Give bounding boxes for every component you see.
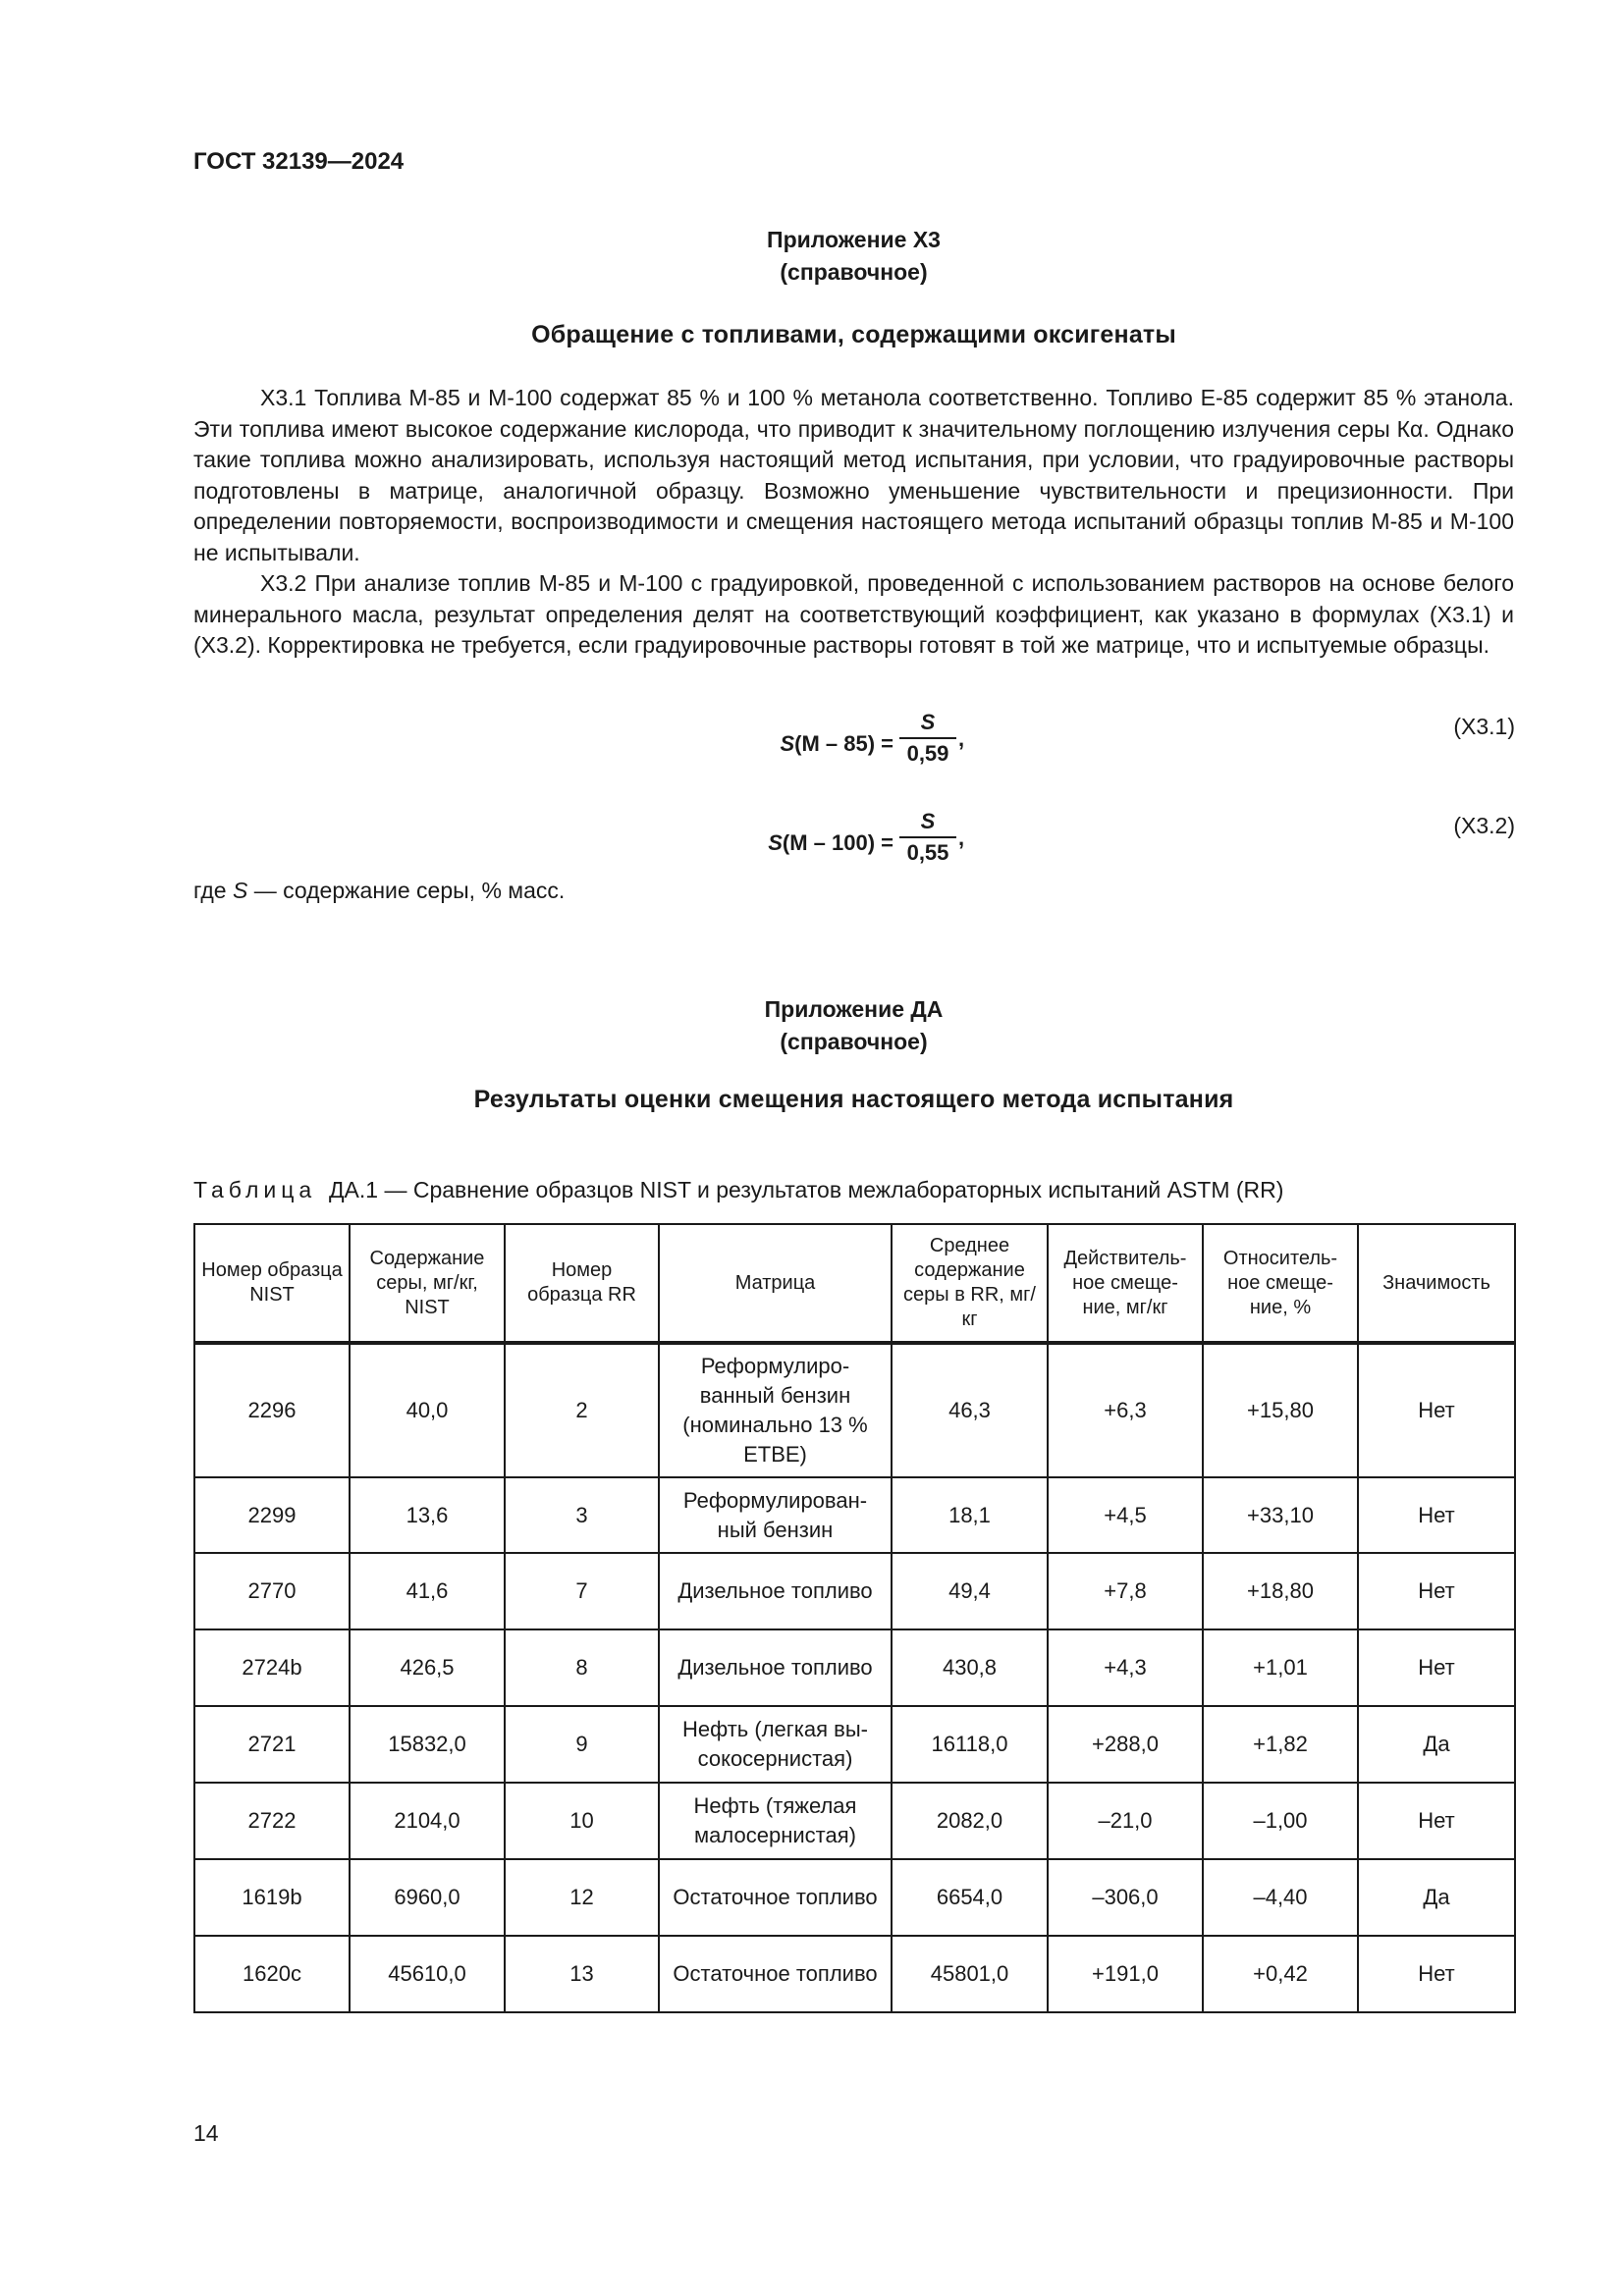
appendix-x3-type: (справочное)	[780, 259, 928, 285]
formula-x3-1-var: S	[780, 731, 795, 756]
cell-rr-sample: 3	[505, 1477, 659, 1553]
comparison-table	[193, 1223, 1516, 2013]
cell-significance: Нет	[1358, 1783, 1515, 1859]
fraction-denominator: 0,55	[906, 840, 949, 865]
cell-relative-bias: –1,00	[1203, 1783, 1358, 1859]
cell-relative-bias: +1,82	[1203, 1706, 1358, 1783]
formula-x3-1-lhs	[780, 731, 893, 757]
table-body	[194, 1344, 1515, 2012]
col-header-significance: Значимость	[1358, 1224, 1515, 1342]
cell-mean-sulfur-rr: 49,4	[892, 1553, 1048, 1629]
formula-x3-2-tail: ,	[958, 826, 965, 850]
table-caption-text: ДА.1 — Сравнение образцов NIST и результатов межлабораторных испытаний ASTM (RR)	[328, 1177, 1284, 1202]
col-header-relative-bias: Относитель-ное смеще-ние, %	[1203, 1224, 1358, 1342]
cell-nist-sample: 2770	[194, 1553, 350, 1629]
cell-nist-sample: 1619b	[194, 1859, 350, 1936]
cell-relative-bias: +18,80	[1203, 1553, 1358, 1629]
cell-mean-sulfur-rr: 6654,0	[892, 1859, 1048, 1936]
cell-actual-bias: –306,0	[1048, 1859, 1203, 1936]
cell-significance: Нет	[1358, 1629, 1515, 1706]
cell-actual-bias: +191,0	[1048, 1936, 1203, 2012]
cell-nist-sample: 2722	[194, 1783, 350, 1859]
formula-x3-1-lhs-text: (М – 85) =	[794, 731, 893, 756]
cell-relative-bias: –4,40	[1203, 1859, 1358, 1936]
formula-x3-1-tail: ,	[958, 726, 965, 751]
formula-x3-2-lhs	[768, 830, 893, 856]
table-row	[194, 1629, 1515, 1706]
where-prefix: где	[193, 878, 227, 903]
cell-significance: Да	[1358, 1859, 1515, 1936]
table-row	[194, 1783, 1515, 1859]
table-row	[194, 1477, 1515, 1553]
formula-x3-2-lhs-text: (М – 100) =	[782, 830, 893, 855]
paragraph-x3-1: Х3.1 Топлива М-85 и М-100 содержат 85 % и 100 % метанола соответственно. Топливо Е-85 содержит 85 % этанола. Эти топлива имеют высокое содержание кислорода, что приводит к значительному поглощению излучения серы Кα. Однако такие топлива можно анализировать, используя настоящий метод испытания, при условии, что градуировочные растворы подготовлены в матрице, аналогичной образцу. Возможно уменьшение чувствительности и прецизионности. При определении повторяемости, воспроизводимости и смещения настоящего метода испытаний образцы топлив М-85 и М-100 не испытывали.	[193, 385, 1514, 565]
cell-actual-bias: +7,8	[1048, 1553, 1203, 1629]
fraction-bar	[899, 836, 956, 838]
cell-rr-sample: 12	[505, 1859, 659, 1936]
col-header-mean-sulfur-rr: Среднее содержание серы в RR, мг/кг	[892, 1224, 1048, 1342]
formula-x3-1-fraction	[899, 710, 956, 767]
appendix-da-title: Приложение ДА	[764, 996, 944, 1022]
cell-nist-sample: 2724b	[194, 1629, 350, 1706]
cell-actual-bias: +4,5	[1048, 1477, 1203, 1553]
where-variable: S	[232, 878, 248, 903]
table-caption-word: Таблица	[193, 1177, 317, 1202]
fraction-bar	[899, 737, 956, 739]
cell-relative-bias: +15,80	[1203, 1344, 1358, 1477]
cell-nist-sample: 2721	[194, 1706, 350, 1783]
cell-mean-sulfur-rr: 46,3	[892, 1344, 1048, 1477]
cell-nist-sample: 2296	[194, 1344, 350, 1477]
cell-nist-sample: 1620c	[194, 1936, 350, 2012]
table-row	[194, 1344, 1515, 1477]
cell-significance: Нет	[1358, 1477, 1515, 1553]
cell-significance: Нет	[1358, 1936, 1515, 2012]
cell-sulfur-nist: 40,0	[350, 1344, 505, 1477]
formula-x3-2-number: (Х3.2)	[1453, 813, 1515, 838]
appendix-x3-heading: Обращение с топливами, содержащими оксигенаты	[531, 321, 1176, 348]
table-row	[194, 1553, 1515, 1629]
cell-sulfur-nist: 15832,0	[350, 1706, 505, 1783]
cell-rr-sample: 13	[505, 1936, 659, 2012]
paragraph-x3-2: Х3.2 При анализе топлив М-85 и М-100 с градуировкой, проведенной с использованием растворов на основе белого минерального масла, результат определения делят на соответствующий коэффициент, как указано в формулах (Х3.1) и (Х3.2). Корректировка не требуется, если градуировочные растворы готовят в той же матрице, что и испытуемые образцы.	[193, 570, 1514, 658]
cell-nist-sample: 2299	[194, 1477, 350, 1553]
cell-relative-bias: +1,01	[1203, 1629, 1358, 1706]
cell-matrix: Остаточное топливо	[659, 1936, 892, 2012]
table-row	[194, 1859, 1515, 1936]
cell-mean-sulfur-rr: 2082,0	[892, 1783, 1048, 1859]
cell-matrix: Реформулирован-ный бензин	[659, 1477, 892, 1553]
cell-matrix: Остаточное топливо	[659, 1859, 892, 1936]
cell-rr-sample: 8	[505, 1629, 659, 1706]
cell-matrix: Нефть (легкая вы-сокосернистая)	[659, 1706, 892, 1783]
fraction-numerator: S	[920, 710, 936, 734]
formula-x3-2-var: S	[768, 830, 783, 855]
cell-significance: Да	[1358, 1706, 1515, 1783]
col-header-rr-sample: Номер образца RR	[505, 1224, 659, 1342]
appendix-da-heading: Результаты оценки смещения настоящего метода испытания	[473, 1086, 1234, 1113]
cell-relative-bias: +33,10	[1203, 1477, 1358, 1553]
cell-sulfur-nist: 426,5	[350, 1629, 505, 1706]
col-header-matrix: Матрица	[659, 1224, 892, 1342]
cell-rr-sample: 7	[505, 1553, 659, 1629]
cell-rr-sample: 2	[505, 1344, 659, 1477]
cell-actual-bias: +6,3	[1048, 1344, 1203, 1477]
cell-sulfur-nist: 41,6	[350, 1553, 505, 1629]
cell-sulfur-nist: 45610,0	[350, 1936, 505, 2012]
cell-matrix: Дизельное топливо	[659, 1553, 892, 1629]
appendix-da-type: (справочное)	[780, 1029, 928, 1054]
table-row	[194, 1936, 1515, 2012]
cell-actual-bias: +4,3	[1048, 1629, 1203, 1706]
cell-sulfur-nist: 2104,0	[350, 1783, 505, 1859]
table-header-row	[194, 1224, 1515, 1342]
appendix-x3-title-block	[193, 224, 1514, 289]
col-header-nist-sample: Номер образца NIST	[194, 1224, 350, 1342]
cell-mean-sulfur-rr: 16118,0	[892, 1706, 1048, 1783]
col-header-sulfur-nist: Содержание серы, мг/кг, NIST	[350, 1224, 505, 1342]
cell-sulfur-nist: 6960,0	[350, 1859, 505, 1936]
cell-matrix: Реформулиро-ванный бензин (номинально 13 % ЕТВЕ)	[659, 1344, 892, 1477]
cell-rr-sample: 9	[505, 1706, 659, 1783]
where-description: — содержание серы, % масс.	[247, 878, 566, 903]
cell-mean-sulfur-rr: 45801,0	[892, 1936, 1048, 2012]
cell-matrix: Дизельное топливо	[659, 1629, 892, 1706]
cell-rr-sample: 10	[505, 1783, 659, 1859]
cell-mean-sulfur-rr: 430,8	[892, 1629, 1048, 1706]
fraction-numerator: S	[920, 809, 936, 833]
formula-x3-2-fraction	[899, 809, 956, 866]
cell-mean-sulfur-rr: 18,1	[892, 1477, 1048, 1553]
col-header-actual-bias: Действитель-ное смеще-ние, мг/кг	[1048, 1224, 1203, 1342]
cell-actual-bias: +288,0	[1048, 1706, 1203, 1783]
table-row	[194, 1706, 1515, 1783]
standard-header: ГОСТ 32139—2024	[193, 148, 405, 175]
fraction-denominator: 0,59	[906, 741, 949, 766]
appendix-x3-title: Приложение Х3	[767, 227, 941, 252]
formula-x3-1-number: (Х3.1)	[1453, 714, 1515, 739]
cell-relative-bias: +0,42	[1203, 1936, 1358, 2012]
cell-actual-bias: –21,0	[1048, 1783, 1203, 1859]
cell-matrix: Нефть (тяжелая малосернистая)	[659, 1783, 892, 1859]
cell-significance: Нет	[1358, 1344, 1515, 1477]
cell-sulfur-nist: 13,6	[350, 1477, 505, 1553]
page-number: 14	[193, 2120, 219, 2146]
cell-significance: Нет	[1358, 1553, 1515, 1629]
table-caption	[193, 1177, 1283, 1203]
appendix-da-title-block	[193, 993, 1514, 1058]
where-clause	[193, 878, 565, 904]
